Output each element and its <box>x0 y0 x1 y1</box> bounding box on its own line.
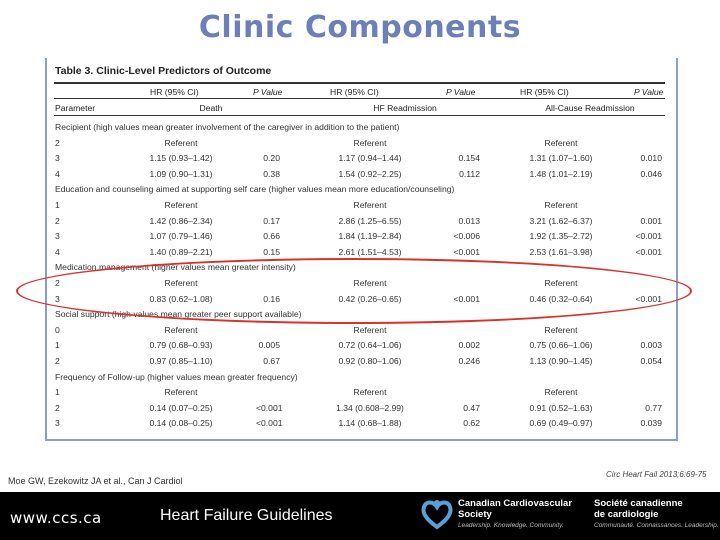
table-cell: 1.13 (0.90–1.45) <box>529 356 593 366</box>
row-label: 3 <box>55 231 60 242</box>
column-header: HR (95% CI) <box>330 87 379 97</box>
table-cell: <0.001 <box>256 418 283 429</box>
table-cell: 1.07 (0.79–1.46) <box>149 231 213 242</box>
table-cell: 0.112 <box>459 168 480 179</box>
table-cell: <0.006 <box>453 231 480 242</box>
table-cell: Referent <box>164 278 198 288</box>
section-label: Medication management (higher values mean greater intensity) <box>55 262 296 273</box>
table-cell: 0.15 <box>263 246 280 257</box>
table-cell: Referent <box>164 324 198 335</box>
table-cell: 0.47 <box>463 402 480 413</box>
table-cell: <0.001 <box>453 293 480 304</box>
table-cell: 0.14 (0.07–0.25) <box>149 402 213 413</box>
table-cell: Referent <box>353 200 387 210</box>
table-cell: 0.054 <box>640 356 662 366</box>
table-cell: 0.69 (0.49–0.97) <box>529 418 593 429</box>
table-cell: <0.001 <box>635 293 662 304</box>
table-cell: 2.53 (1.61–3.98) <box>529 246 593 257</box>
table-cell: 2.61 (1.51–4.53) <box>338 246 402 257</box>
table-cell: 1.48 (1.01–2.19) <box>529 168 593 179</box>
table-cell: 1.31 (1.07–1.60) <box>529 153 593 164</box>
row-label: 1 <box>55 387 60 398</box>
table-cell: 2.86 (1.25–6.55) <box>338 215 402 226</box>
table-cell: 1.42 (0.86–2.34) <box>149 215 213 226</box>
table-cell: 0.83 (0.62–1.08) <box>149 293 213 304</box>
table-cell: Referent <box>544 200 578 210</box>
table-cell: 3.21 (1.62–6.37) <box>529 215 593 226</box>
group-header-hf-readmission: HF Readmission <box>373 103 437 113</box>
table-cell: 0.77 <box>645 402 662 413</box>
table-cell: 0.91 (0.52–1.63) <box>529 402 593 413</box>
table-cell: 0.17 <box>263 215 280 226</box>
table-cell: Referent <box>164 200 198 210</box>
table-rule-top <box>54 82 665 84</box>
table-cell: Referent <box>353 324 387 335</box>
table-cell: 0.013 <box>458 215 480 226</box>
table-cell: 1.84 (1.19–2.84) <box>338 231 402 242</box>
citation-left: Moe GW, Ezekowitz JA et al., Can J Cardiol <box>8 476 183 486</box>
row-label: 3 <box>55 293 60 304</box>
table-cell: 0.14 (0.08–0.25) <box>149 418 213 429</box>
table-cell: 0.005 <box>258 340 280 351</box>
table-cell: 0.16 <box>263 293 280 304</box>
table-cell: <0.001 <box>453 246 480 257</box>
table-cell: 1.09 (0.90–1.31) <box>149 168 213 179</box>
section-label: Education and counseling aimed at supporting self care (higher values mean more education/counseling) <box>55 184 455 195</box>
table-cell: 0.75 (0.66–1.06) <box>529 340 593 351</box>
row-label: 4 <box>55 168 60 179</box>
table-cell: 0.046 <box>640 168 662 179</box>
table-cell: 0.66 <box>263 231 280 242</box>
column-header: HR (95% CI) <box>520 87 569 97</box>
section-label: Social support (high values mean greater peer support available) <box>55 309 302 320</box>
row-label: 4 <box>55 246 60 257</box>
table-cell: 0.67 <box>263 356 280 366</box>
table-cell: <0.001 <box>256 402 283 413</box>
table-rule-subheader <box>54 98 665 99</box>
org-name-french: Société canadienne de cardiologie Communauté. Connaissances. Leadership. <box>594 498 719 529</box>
table-cell: 0.92 (0.80–1.06) <box>338 356 402 366</box>
org-name-english: Canadian Cardiovascular Society Leadership. Knowledge. Community. <box>458 498 573 529</box>
table-cell: 0.62 <box>463 418 480 429</box>
row-label: 2 <box>55 402 60 413</box>
table-cell: 1.34 (0.608–2.99) <box>336 402 404 413</box>
table-cell: Referent <box>544 387 578 398</box>
slide-title: Clinic Components <box>198 10 522 45</box>
row-label: 2 <box>55 278 60 288</box>
table-cell: Referent <box>164 387 198 398</box>
column-header: P Value <box>446 87 476 97</box>
column-header: HR (95% CI) <box>150 87 199 97</box>
table-caption: Table 3. Clinic-Level Predictors of Outcome <box>55 65 272 77</box>
table-cell: 0.003 <box>640 340 662 351</box>
table-rule-header-bottom <box>54 115 665 116</box>
table-cell: 0.039 <box>640 418 662 429</box>
table-cell: 0.20 <box>263 153 280 164</box>
table-cell: 1.15 (0.93–1.42) <box>149 153 213 164</box>
section-label: Frequency of Follow-up (higher values mean greater frequency) <box>55 371 298 382</box>
table-cell: <0.001 <box>635 231 662 242</box>
column-header-parameter: Parameter <box>55 103 96 113</box>
table-cell: Referent <box>544 137 578 148</box>
row-label: 2 <box>55 215 60 226</box>
table-cell: 1.92 (1.35–2.72) <box>529 231 593 242</box>
table-cell: 1.40 (0.89–2.21) <box>149 246 213 257</box>
footer-url[interactable]: www.ccs.ca <box>10 509 102 527</box>
row-label: 0 <box>55 324 60 335</box>
table-cell: Referent <box>353 137 387 148</box>
row-label: 2 <box>55 356 60 366</box>
column-header: P Value <box>634 87 664 97</box>
group-header-all-cause-readmission: All-Cause Readmission <box>545 103 635 113</box>
row-label: 2 <box>55 137 60 148</box>
table-cell: Referent <box>544 278 578 288</box>
group-header-death: Death <box>199 103 223 113</box>
table-cell: Referent <box>353 278 387 288</box>
section-label: Recipient (high values mean greater involvement of the caregiver in addition to the patient) <box>55 122 400 132</box>
citation-right: Circ Heart Fail 2013;6:69-75 <box>606 470 707 479</box>
table-cell: 0.002 <box>458 340 480 351</box>
column-header: P Value <box>253 87 283 97</box>
table-cell: Referent <box>544 324 578 335</box>
table-cell: 0.010 <box>640 153 662 164</box>
table-cell: 0.001 <box>640 215 662 226</box>
table-cell: 0.154 <box>458 153 480 164</box>
table-cell: 0.72 (0.64–1.06) <box>338 340 402 351</box>
table-cell: Referent <box>164 137 198 148</box>
footer-bar <box>0 492 720 540</box>
table-cell: <0.001 <box>635 246 662 257</box>
table-cell: 0.46 (0.32–0.64) <box>529 293 593 304</box>
table-cell: 0.42 (0.26–0.65) <box>338 293 402 304</box>
row-label: 1 <box>55 200 60 210</box>
table-cell: 1.14 (0.68–1.88) <box>338 418 402 429</box>
highlight-ellipse <box>16 258 692 324</box>
table-cell: Referent <box>353 387 387 398</box>
ccs-heart-logo-icon <box>420 497 454 531</box>
row-label: 3 <box>55 418 60 429</box>
table-cell: 0.38 <box>263 168 280 179</box>
row-label: 3 <box>55 153 60 164</box>
row-label: 1 <box>55 340 60 351</box>
table-cell: 0.79 (0.68–0.93) <box>149 340 213 351</box>
table-cell: 1.54 (0.92–2.25) <box>338 168 402 179</box>
table-cell: 0.97 (0.85–1.10) <box>149 356 213 366</box>
table-cell: 1.17 (0.94–1.44) <box>338 153 402 164</box>
table-cell: 0.246 <box>458 356 480 366</box>
footer-guideline-title: Heart Failure Guidelines <box>160 507 333 524</box>
